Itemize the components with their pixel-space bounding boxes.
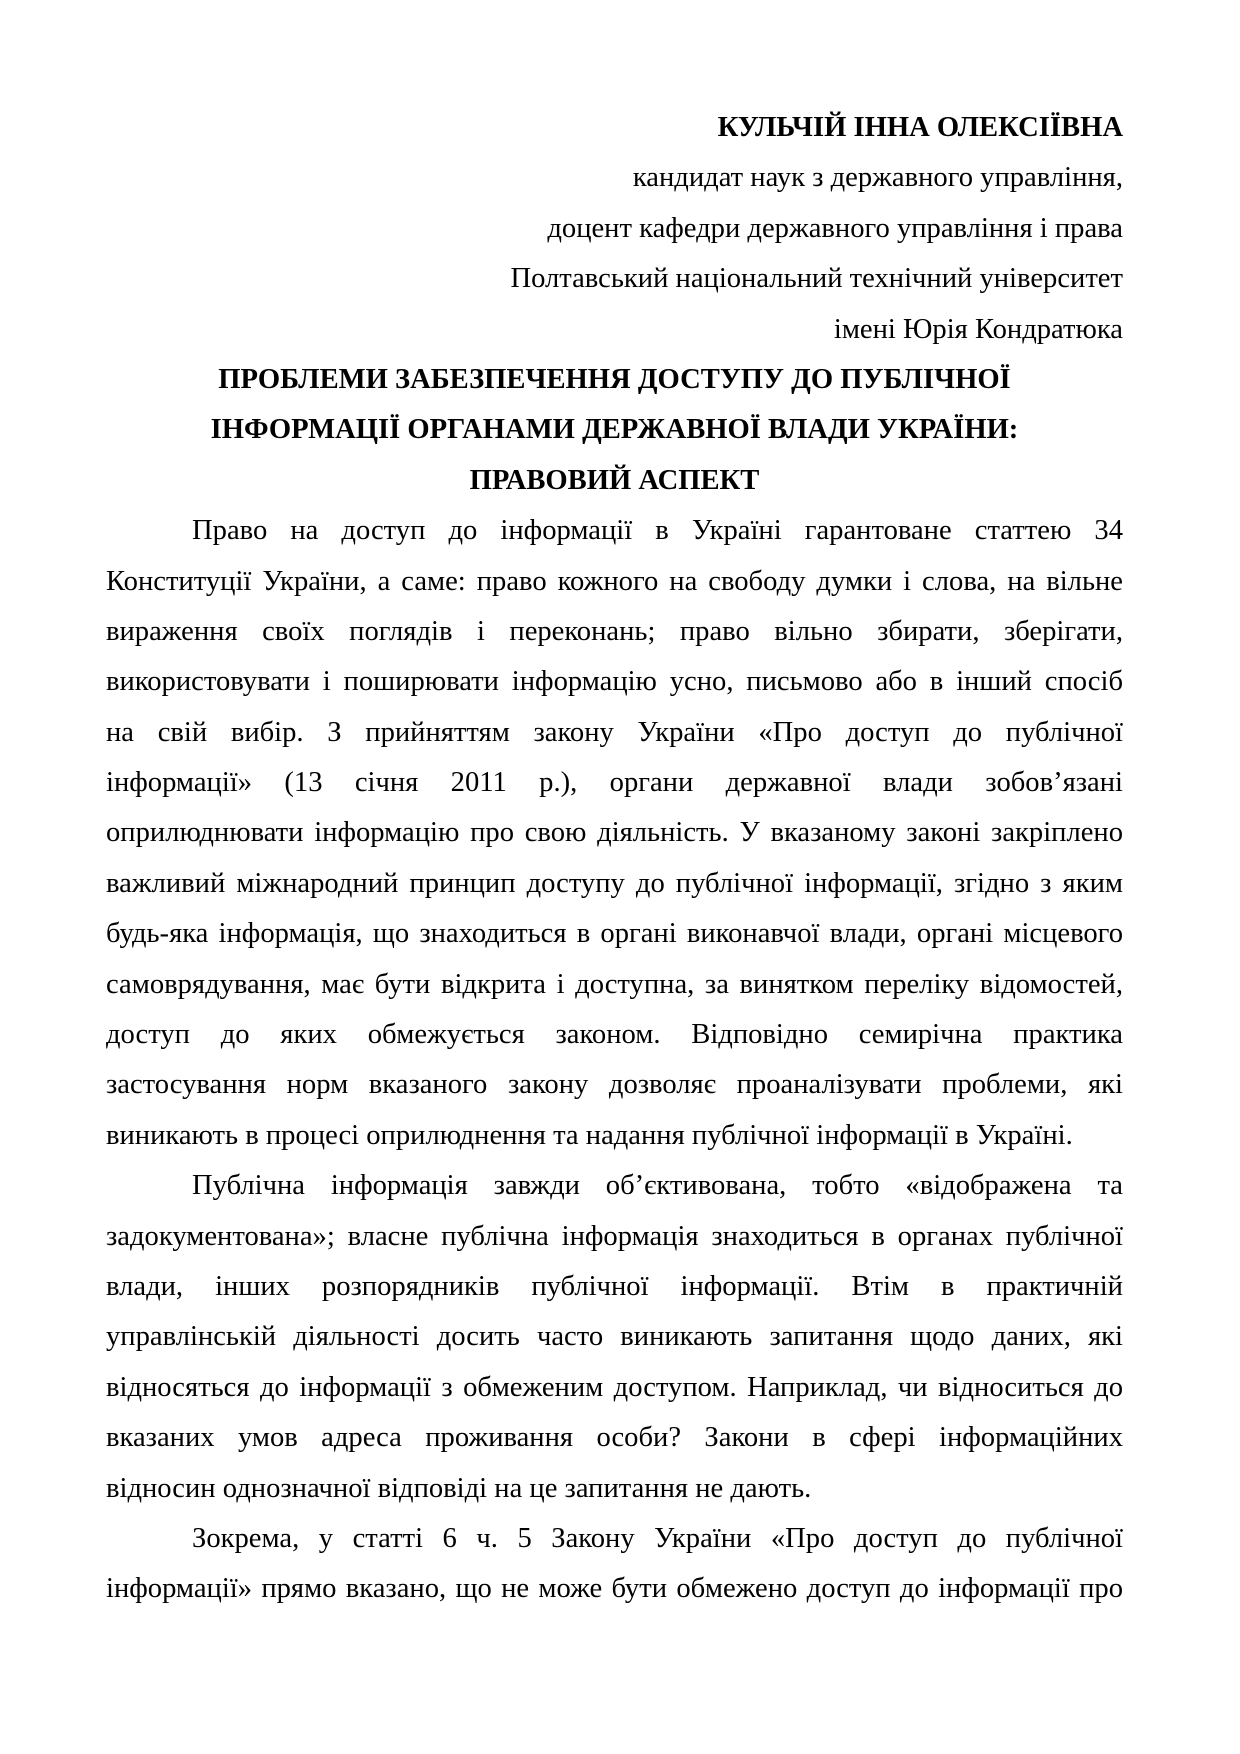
paragraph-line: Зокрема, у статті 6 ч. 5 Закону України «Про доступ до публічної: [192, 1522, 1123, 1554]
paragraph-line: інформації» (13 січня 2011 р.), органи державної влади зобов’язані: [106, 767, 1123, 799]
paragraph: [106, 1514, 1123, 1615]
paragraph-line: Конституції України, а саме: право кожного на свободу думки і слова, на вільне: [106, 565, 1123, 597]
author-name: КУЛЬЧІЙ ІННА ОЛЕКСІЇВНА: [717, 112, 1123, 143]
paragraph-line: Право на доступ до інформації в Україні гарантоване статтею 34: [192, 515, 1123, 547]
paragraph-line: на свій вибір. З прийняттям закону України «Про доступ до публічної: [106, 716, 1123, 748]
paragraph-line: Публічна інформація завжди об’єктивована, тобто «відображена та: [192, 1170, 1123, 1202]
paper-title-line: ПРАВОВИЙ АСПЕКТ: [469, 464, 760, 496]
paragraph-line: будь-яка інформація, що знаходиться в органі виконавчої влади, органі місцевого: [106, 918, 1123, 950]
paragraph-line: задокументована»; власне публічна інформація знаходиться в органах публічної: [106, 1220, 1123, 1252]
paper-title-line: ІНФОРМАЦІЇ ОРГАНАМИ ДЕРЖАВНОЇ ВЛАДИ УКРАЇНИ:: [210, 414, 1019, 446]
paragraph-line: доступ до яких обмежується законом. Відповідно семирічна практика: [106, 1019, 1123, 1051]
paragraph-line: управлінській діяльності досить часто виникають запитання щодо даних, які: [106, 1321, 1123, 1353]
paragraph-line: застосування норм вказаного закону дозволяє проаналізувати проблеми, які: [106, 1069, 1123, 1101]
paper-title-line: ПРОБЛЕМИ ЗАБЕЗПЕЧЕННЯ ДОСТУПУ ДО ПУБЛІЧНОЇ: [218, 363, 1011, 395]
paper-title: [106, 355, 1123, 506]
paragraph: [106, 506, 1123, 1161]
paragraph-line: самоврядування, має бути відкрита і доступна, за винятком переліку відомостей,: [106, 968, 1123, 1000]
author-university: Полтавський національний технічний університет: [510, 263, 1123, 295]
document-content: [106, 103, 1123, 1615]
author-university-named-after: імені Юрія Кондратюка: [833, 313, 1123, 345]
paragraph-line: оприлюднювати інформацію про свою діяльність. У вказаному законі закріплено: [106, 817, 1123, 849]
paragraph-line: влади, інших розпорядників публічної інформації. Втім в практичній: [106, 1270, 1123, 1302]
paragraph: [106, 1161, 1123, 1514]
paragraph-line: виникають в процесі оприлюднення та надання публічної інформації в Україні.: [106, 1119, 1073, 1151]
author-block: [106, 103, 1123, 355]
paragraph-line: відносяться до інформації з обмеженим доступом. Наприклад, чи відноситься до: [106, 1371, 1123, 1403]
author-position: доцент кафедри державного управління і права: [547, 212, 1123, 244]
paragraph-line: вказаних умов адреса проживання особи? Закони в сфері інформаційних: [106, 1422, 1123, 1454]
paragraph-line: інформації» прямо вказано, що не може бути обмежено доступ до інформації про: [106, 1573, 1123, 1605]
paragraph-line: відносин однозначної відповіді на це запитання не дають.: [106, 1472, 812, 1504]
author-degree: кандидат наук з державного управління,: [632, 162, 1123, 194]
paragraph-line: вираження своїх поглядів і переконань; право вільно збирати, зберігати,: [106, 615, 1123, 647]
paragraph-line: використовувати і поширювати інформацію усно, письмово або в інший спосіб: [106, 666, 1123, 698]
paragraph-line: важливий міжнародний принцип доступу до публічної інформації, згідно з яким: [106, 867, 1123, 899]
